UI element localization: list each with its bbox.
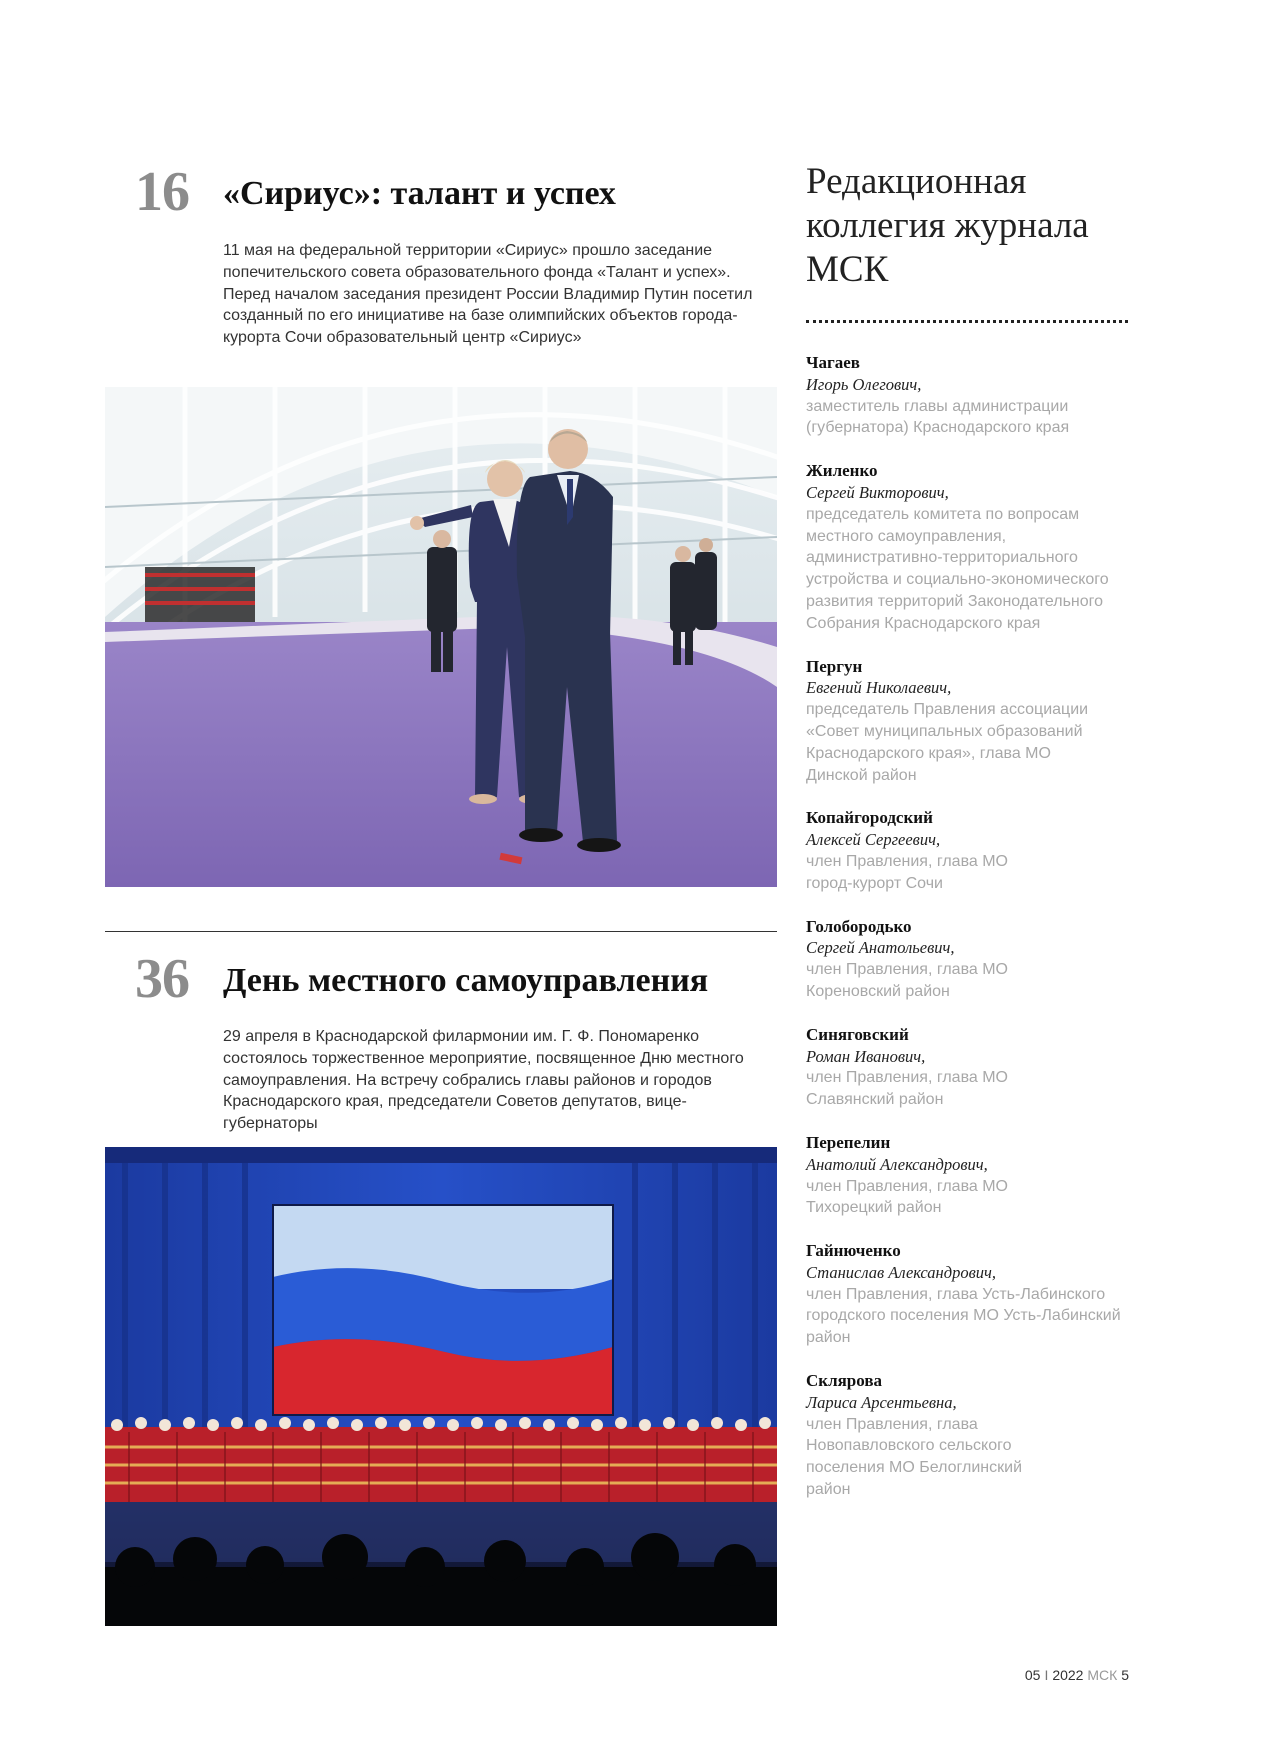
member-last-name: Чагаев bbox=[806, 353, 860, 372]
member-first-name: Алексей Сергеевич, bbox=[806, 830, 941, 850]
issue-number: 05 bbox=[1024, 1667, 1041, 1683]
sirius-visit-photo bbox=[105, 387, 777, 887]
member-role: заместитель главы администрации (губернатора) Краснодарского края bbox=[806, 397, 1070, 437]
member-last-name: Копайгородский bbox=[806, 808, 933, 828]
board-member bbox=[806, 807, 1128, 894]
member-first-name: Лариса Арсентьевна, bbox=[806, 1392, 957, 1412]
member-role: председатель комитета по вопросам местного самоуправления, административно-территориального устройства и социально-экономического развития территорий Законодательного Собрания Краснодарского края bbox=[806, 505, 1109, 632]
article-header bbox=[105, 160, 777, 224]
article-sirius bbox=[105, 160, 777, 349]
board-member bbox=[806, 460, 1128, 634]
article-title[interactable]: День местного самоуправления bbox=[223, 962, 709, 999]
page-footer bbox=[1025, 1667, 1129, 1683]
member-first-name: Сергей Анатольевич, bbox=[806, 938, 955, 958]
member-first-name: Игорь Олегович, bbox=[806, 374, 922, 394]
member-last-name: Склярова bbox=[806, 1371, 883, 1391]
footer-separator: I bbox=[1044, 1667, 1049, 1683]
member-role: член Правления, глава МО Славянский район bbox=[806, 1069, 1008, 1109]
member-role: член Правления, глава МО город-курорт Сочи bbox=[806, 852, 1008, 892]
section-divider bbox=[105, 931, 777, 932]
article-local-government-day bbox=[105, 947, 777, 1135]
article-page-number: 36 bbox=[135, 948, 189, 1010]
member-last-name: Пергун bbox=[806, 656, 863, 676]
issue-year: 2022 bbox=[1052, 1667, 1084, 1683]
member-last-name: Перепелин bbox=[806, 1132, 891, 1152]
member-first-name: Роман Иванович, bbox=[806, 1046, 926, 1066]
member-last-name: Синяговский bbox=[806, 1024, 909, 1044]
board-member bbox=[806, 1132, 1128, 1219]
article-title[interactable]: «Сириус»: талант и успех bbox=[223, 175, 616, 212]
member-first-name: Анатолий Александрович, bbox=[806, 1154, 988, 1174]
member-first-name: Станислав Александрович, bbox=[806, 1262, 996, 1282]
article-lead: 29 апреля в Краснодарской филармонии им. Г. Ф. Пономаренко состоялось торжественное мероприятие, посвященное Дню местного самоуправления. На встречу собрались главы районов и городов Краснодарского края, председатели Советов депутатов, вице-губернаторы bbox=[223, 1028, 744, 1133]
member-role: член Правления, глава Новопавловского сельского поселения МО Белоглинский район bbox=[806, 1415, 1023, 1499]
dotted-divider bbox=[806, 320, 1128, 323]
member-last-name: Жиленко bbox=[806, 461, 878, 481]
editorial-board bbox=[806, 160, 1128, 1501]
page-number: 5 bbox=[1121, 1667, 1129, 1683]
member-role: член Правления, глава Усть-Лабинского городского поселения МО Усть-Лабинский район bbox=[806, 1285, 1121, 1347]
magazine-brand: МСК bbox=[1087, 1667, 1118, 1683]
philharmonic-concert-photo bbox=[105, 1147, 777, 1626]
member-last-name: Голобородько bbox=[806, 916, 912, 936]
board-member bbox=[806, 352, 1128, 439]
member-role: член Правления, глава МО Кореновский район bbox=[806, 961, 1008, 1000]
board-member bbox=[806, 656, 1128, 787]
board-member bbox=[806, 1024, 1128, 1111]
board-title: Редакционная коллегия журнала МСК bbox=[806, 161, 1089, 290]
member-role: член Правления, глава МО Тихорецкий район bbox=[806, 1177, 1008, 1217]
article-page-number: 16 bbox=[135, 161, 189, 223]
board-member bbox=[806, 916, 1128, 1003]
article-header bbox=[105, 947, 777, 1011]
article-lead: 11 мая на федеральной территории «Сириус» прошло заседание попечительского совета образовательного фонда «Талант и успех». Перед началом заседания президент России Владимир Путин посетил созданный по его инициативе на базе олимпийских объектов города-курорта Сочи образовательный центр «Сириус» bbox=[223, 242, 753, 347]
member-first-name: Сергей Викторович, bbox=[806, 482, 949, 502]
board-member bbox=[806, 1240, 1128, 1349]
member-first-name: Евгений Николаевич, bbox=[806, 678, 952, 698]
member-role: председатель Правления ассоциации «Совет муниципальных образований Краснодарского края», глава МО Динской район bbox=[806, 701, 1089, 784]
board-member bbox=[806, 1370, 1128, 1501]
member-last-name: Гайнюченко bbox=[806, 1241, 901, 1261]
